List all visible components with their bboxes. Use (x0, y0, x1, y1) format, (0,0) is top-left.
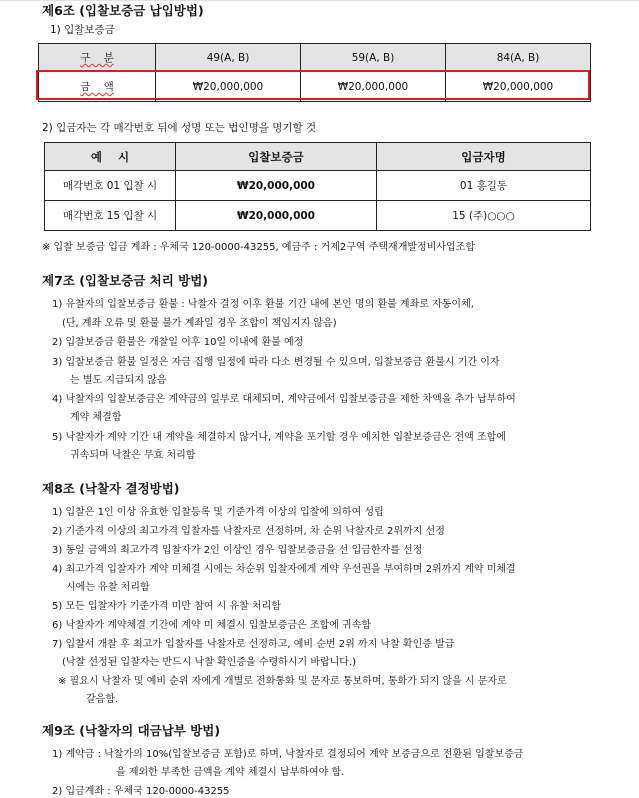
deposit-account-note: ※ 입찰 보증금 입금 계좌 : 우체국 120-0000-43255, 예금주 : 거제2구역 주택재개발정비사업조합 (42, 242, 475, 253)
example-table-header-deposit: 입찰보증금 (176, 143, 377, 171)
example-row-2-depositor: 15 (주)○○○ (377, 201, 591, 231)
article-8-item-4: 4) 최고가격 입찰자가 계약 미체결 시에는 차순위 입찰자에게 계약 우선권을 부여하며 2위까지 계약 미체결 (52, 564, 516, 575)
article-7-item-1: 1) 유찰자의 입찰보증금 환불 : 낙찰자 결정 이후 환불 기간 내에 본인 명의 환불 계좌로 자동이체, (52, 299, 474, 310)
article-8-item-4-cont: 시에는 유찰 처리함 (66, 582, 150, 593)
example-table-header-depositor: 입금자명 (377, 143, 591, 171)
article-7-item-5: 5) 낙찰자가 계약 기간 내 계약을 체결하지 않거나, 계약을 포기할 경우 예치한 입찰보증금은 전액 조합에 (52, 432, 507, 443)
article-8-item-2: 2) 기준가격 이상의 최고가격 입찰자를 낙찰자로 선정하며, 차 순위 낙찰자로 2위까지 선정 (52, 526, 445, 537)
article-8-item-1: 1) 입찰은 1인 이상 유효한 입찰등록 및 기준가격 이상의 입찰에 의하여 성립 (52, 507, 384, 518)
article-7-item-4-cont: 계약 체결함 (70, 412, 122, 423)
deposit-amount-49: ₩20,000,000 (156, 72, 301, 102)
example-row-1-case: 매각번호 01 입찰 시 (45, 171, 176, 201)
example-row-1-depositor: 01 홍길동 (377, 171, 591, 201)
example-row-2-case: 매각번호 15 입찰 시 (45, 201, 176, 231)
depositor-example-table (44, 142, 591, 231)
deposit-table-header-row (39, 44, 591, 72)
article-7-item-4: 4) 낙찰자의 입찰보증금은 계약금의 일부로 대체되며, 계약금에서 입찰보증금을 제한 차액을 추가 납부하여 (52, 394, 516, 405)
example-row-1-deposit: ₩20,000,000 (176, 171, 377, 201)
article-8-item-5: 5) 모든 입찰자가 기준가격 미만 참여 시 유찰 처리함 (52, 601, 281, 612)
article-8-note: ※ 필요시 낙찰자 및 예비 순위 자에게 개별로 전화통화 및 문자로 통보하며, 통화가 되지 않을 시 문자로 (58, 676, 507, 687)
deposit-amount-59: ₩20,000,000 (301, 72, 446, 102)
article-8-item-7: 7) 입찰서 개찰 후 최고가 입찰자를 낙찰자로 선정하고, 예비 순번 2위 까지 낙찰 확인증 발급 (52, 639, 455, 650)
table-row (45, 171, 591, 201)
example-row-2-deposit: ₩20,000,000 (176, 201, 377, 231)
article-8-title: 제8조 (낙찰자 결정방법) (42, 481, 180, 496)
article-9-title: 제9조 (낙찰자의 대금납부 방법) (42, 723, 221, 738)
example-table-header-example: 예 시 (45, 143, 176, 171)
amount-row-highlight-box (36, 70, 590, 100)
article-8-item-7-cont: (낙찰 선정된 입찰자는 반드시 낙찰 확인증을 수령하시기 바랍니다.) (62, 657, 357, 668)
article-7-item-3: 3) 입찰보증금 환불 일정은 자금 집행 일정에 따라 다소 변경될 수 있으며, 입찰보증금 환불시 기간 이자 (52, 357, 500, 368)
article-8-item-3: 3) 동일 금액의 최고가격 입찰자가 2인 이상인 경우 입찰보증금을 선 입금한자를 선정 (52, 545, 423, 556)
article-7-item-3-cont: 는 별도 지급되지 않음 (70, 375, 167, 386)
deposit-table-header-84: 84(A, B) (446, 44, 591, 72)
example-table-header-row (45, 143, 591, 171)
article-9-item-1: 1) 계약금 : 낙찰가의 10%(입찰보증금 포함)로 하며, 낙찰자로 결정되어 계약 보증금으로 전환된 입찰보증금 (52, 749, 524, 760)
article-8-item-6: 6) 낙찰자가 계약체결 기간에 계약 미 체결시 입찰보증금은 조합에 귀속함 (52, 620, 372, 631)
article-6-title: 제6조 (입찰보증금 납입방법) (42, 3, 204, 18)
deposit-table-header-59: 59(A, B) (301, 44, 446, 72)
article-6-item-1: 1) 입찰보증금 (50, 24, 115, 36)
article-9-item-1-cont: 을 제외한 부족한 금액을 계약 체결시 납부하여야 함. (116, 767, 345, 778)
article-9-item-2: 2) 입금계좌 : 우체국 120-0000-43255 (52, 786, 230, 797)
table-row (45, 201, 591, 231)
deposit-table-header-category: 구 분 (39, 44, 156, 72)
article-7-item-1-cont: (단, 계좌 오류 및 환불 불가 계좌일 경우 조합이 책임지지 않음) (62, 318, 337, 329)
deposit-table-header-49: 49(A, B) (156, 44, 301, 72)
article-6-item-2: 2) 입금자는 각 매각번호 뒤에 성명 또는 법인명을 명기할 것 (42, 122, 317, 134)
article-7-item-5-cont: 귀속되며 낙찰은 무효 처리함 (70, 450, 196, 461)
deposit-amount-84: ₩20,000,000 (446, 72, 591, 102)
deposit-table-amount-label: 금 액 (39, 72, 156, 102)
article-8-note-cont: 갈음함. (86, 694, 119, 705)
article-7-item-2: 2) 입찰보증금 환불은 개찰일 이후 10일 이내에 환불 예정 (52, 337, 304, 348)
article-7-title: 제7조 (입찰보증금 처리 방법) (42, 273, 209, 288)
